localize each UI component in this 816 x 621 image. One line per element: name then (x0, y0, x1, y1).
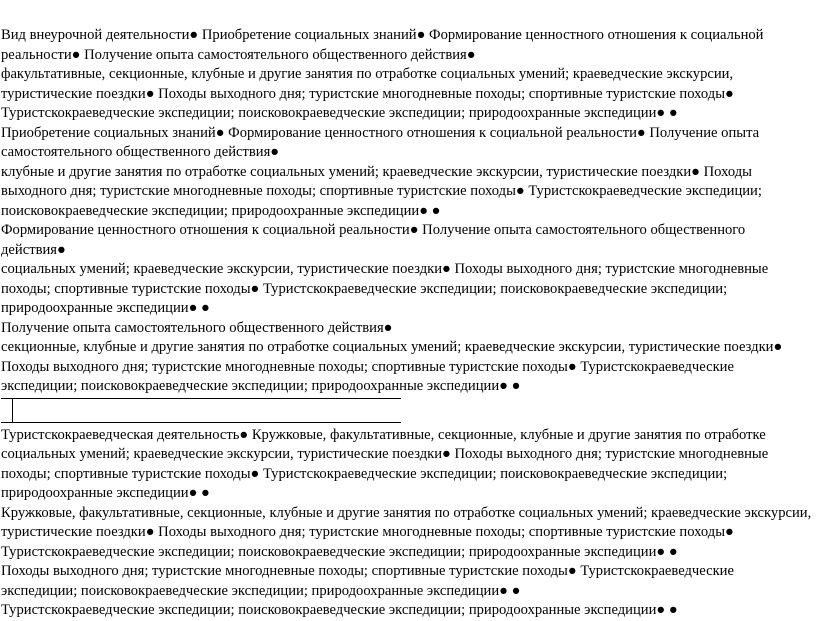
paragraph-1: Вид внеурочной деятельности● Приобретение социальных знаний● Формирование ценностного отношения к социальной реальности● Получение опыта самостоятельного общественного действия● (1, 27, 764, 63)
paragraph-8: секционные, клубные и другие занятия по отработке социальных умений; краеведческие экскурсии, туристические поездки● Походы выходного дня; туристские многодневные походы; спортивные туристские походы● Туристскокраеведческие экспедиции; поисковокраеведческие экспедиции; природоохранные экспедиции● ● (1, 339, 783, 394)
paragraph-5: Формирование ценностного отношения к социальной реальности● Получение опыта самостоятельного общественного действия● (1, 222, 746, 258)
paragraph-12: Туристскокраеведческие экспедиции; поисковокраеведческие экспедиции; природоохранные экспедиции● ● (1, 602, 678, 618)
paragraph-9: Туристскокраеведческая деятельность● Кружковые, факультативные, секционные, клубные и другие занятия по отработке социальных умений; краеведческие экскурсии, туристические поездки● Походы выходного дня; туристские многодневные походы; спортивные туристские походы● Туристскокраеведческие экспедиции; поисковокраеведческие экспедиции; природоохранные экспедиции● ● (1, 426, 769, 501)
document-body (1, 26, 813, 621)
paragraph-7: Получение опыта самостоятельного общественного действия● (1, 319, 393, 336)
paragraph-6: социальных умений; краеведческие экскурсии, туристические поездки● Походы выходного дня; туристские многодневные походы; спортивные туристские походы● Туристскокраеведческие экспедиции; поисковокраеведческие экспедиции; природоохранные экспедиции● ● (1, 261, 769, 316)
empty-table-fragment (1, 398, 401, 426)
paragraph-3: Приобретение социальных знаний● Формирование ценностного отношения к социальной реальности● Получение опыта самостоятельного общественного действия● (1, 124, 760, 160)
paragraph-11: Походы выходного дня; туристские многодневные походы; спортивные туристские походы● Туристскокраеведческие экспедиции; поисковокраеведческие экспедиции; природоохранные экспедиции● ● (1, 563, 734, 599)
paragraph-4: клубные и другие занятия по отработке социальных умений; краеведческие экскурсии, туристические поездки● Походы выходного дня; туристские многодневные походы; спортивные туристские походы● Туристскокраеведческие экспедиции; поисковокраеведческие экспедиции; природоохранные экспедиции● ● (1, 163, 762, 219)
paragraph-2: факультативные, секционные, клубные и другие занятия по отработке социальных умений; краеведческие экскурсии, туристические поездки● Походы выходного дня; туристские многодневные походы; спортивные туристские походы● Туристскокраеведческие экспедиции; поисковокраеведческие экспедиции; природоохранные экспедиции● ● (1, 66, 734, 121)
table-bottom-border (1, 422, 401, 423)
table-cell-divider (12, 398, 13, 422)
table-top-border (1, 398, 401, 399)
paragraph-10: Кружковые, факультативные, секционные, клубные и другие занятия по отработке социальных умений; краеведческие экскурсии, туристические поездки● Походы выходного дня; туристские многодневные походы; спортивные туристские походы● Туристскокраеведческие экспедиции; поисковокраеведческие экспедиции; природоохранные экспедиции● ● (1, 504, 812, 560)
